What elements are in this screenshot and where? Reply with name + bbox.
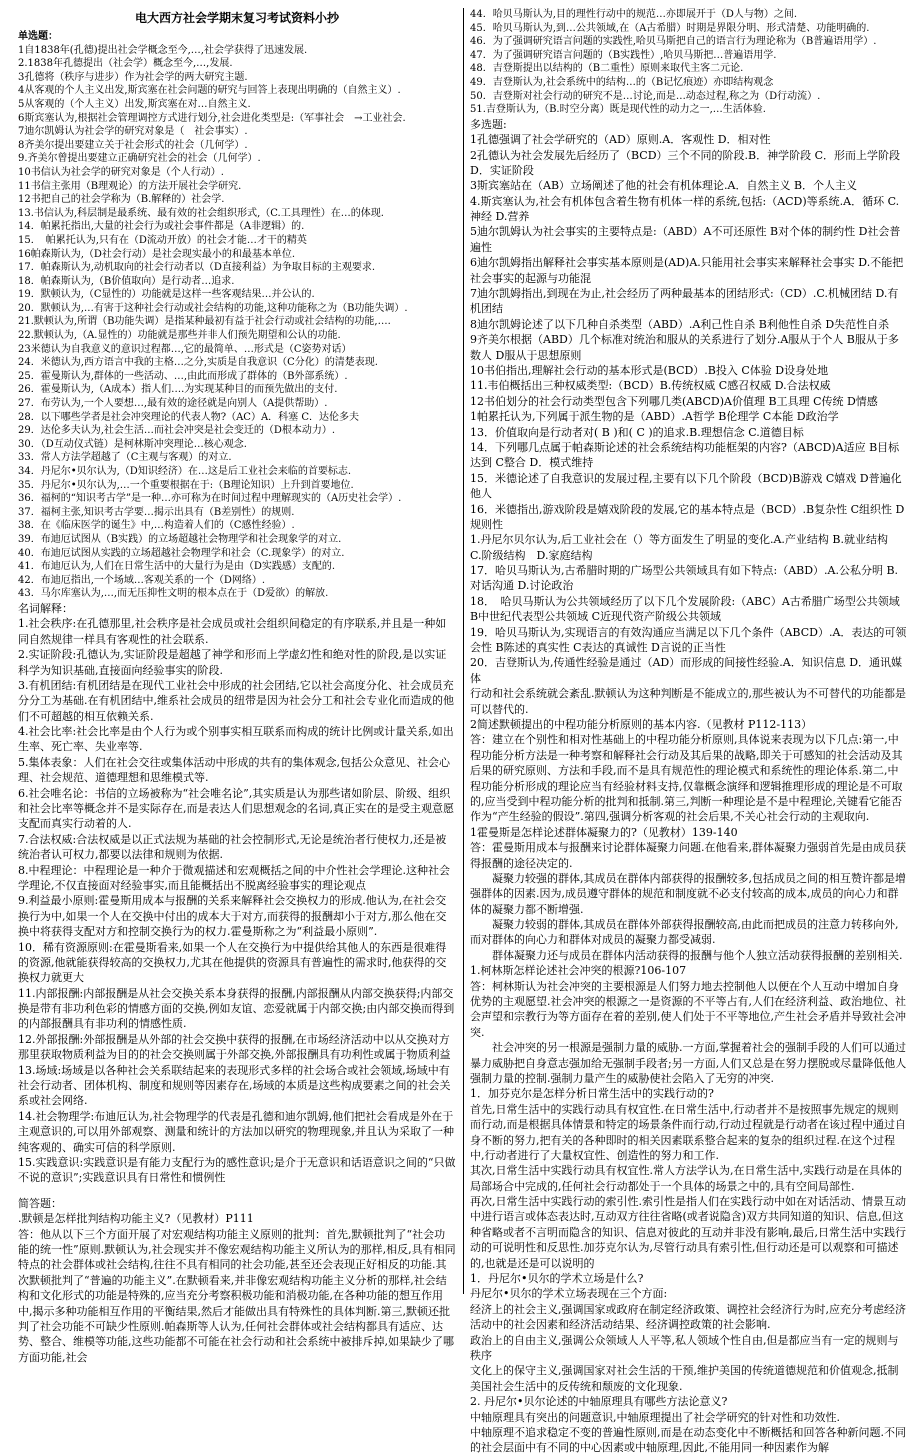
right-paragraph: 文化上的保守主义,强调国家对社会生活的干预,维护美国的传统道德规范和价值观念,抵制美国社会生活中的反传统和颓废的文化现象. [470,1364,899,1393]
right-paragraph: 11.韦伯概括出三种权威类型:（BCD）B.传统权威 C感召权威 D.合法权威 [470,379,831,393]
left-paragraph: 28．以下哪些学者是社会冲突理论的代表人物?（AC）A．科塞 C．达伦多夫 [18,411,360,423]
left-paragraph: 20．默顿认为,…有害于这种社会行动或社会结构的功能,这种功能称之为（B功能失调）. [18,302,408,314]
right-paragraph: 8迪尔凯姆论述了以下几种自杀类型（ABD）.A利己性自杀 B利他性自杀 D失范性自杀 [470,317,890,331]
left-paragraph: 1自1838年(孔德)提出社会学概念至今,…,社会学获得了迅速发展. [18,44,308,56]
right-paragraph: 4.斯宾塞认为,社会有机体包含着生物有机体一样的系统,包括:（ACD)等系统.A．循环 C.神经 D.营养 [470,194,900,224]
left-paragraph: 38．在《临床医学的诞生》中,…构造着人们的（C感性经验）. [18,520,295,532]
left-paragraph: 14.社会物理学:布迪厄认为,社会物理学的代表是孔德和迪尔凯姆,他们把社会看成是外在于主观意识的,可以用外部观察、测量和统计的方法加以研究的物理现象,并且认为采取了一种纯客观的、确实可信的科学原则. [18,1109,454,1154]
right-paragraph: 答：柯林斯认为社会冲突的主要根源是人们努力地去控制他人以便在个人互动中增加自身优势的主观愿望.社会冲突的根源之一是资源的不平等占有,人们在经济利益、政治地位、社会声望和宗教行为等方面存在着的差别,使人们处于不平等地位,产生社会矛盾并导致社会冲突. [470,979,906,1039]
left-paragraph: 41．布迪厄认为,人们在日常生活中的大量行为是由（D实践感）支配的. [18,561,336,573]
right-paragraph: 5迪尔凯姆认为社会事实的主要特点是:（ABD）A不可还原性 B对个体的制约性 D社会普遍性 [470,225,901,254]
left-paragraph: 43．马尔库塞认为,…,而无压抑性文明的根本点在于（D爱欲）的解放. [18,588,329,600]
left-paragraph: 39．布迪厄试图从（B实践）的立场超越社会物理学和社会现象学的对立. [18,533,342,545]
right-paragraph: 44．哈贝马斯认为,目的理性行动中的规范…亦即展开于（D人与物）之间. [470,9,798,20]
right-paragraph: 13．价值取向是行动者对( B )和( C )的追求.B.理想信念 C.道德目标 [470,425,804,439]
left-paragraph: .默顿是怎样批判结构功能主义?（见教材）P111 [18,1212,254,1226]
right-paragraph: 1孔德强调了社会学研究的（AD）原则.A．客观性 D．相对性 [470,133,771,147]
right-paragraph: 2. 丹尼尔•贝尔论述的中轴原理具有哪些方法论意义? [470,1395,728,1409]
right-paragraph: 3斯宾塞站在（AB）立场阐述了他的社会有机体理论.A．自然主义 B．个人主义 [470,179,858,193]
right-paragraph: 多选题: [470,117,507,131]
left-paragraph: 42．布迪厄指出,一个场域…客观关系的一个（D网络）. [18,574,266,586]
left-paragraph: 24．米德认为,西方语言中我的主格…之分,实质是自我意识（C分化）的清楚表现. [18,357,378,369]
right-paragraph: 中轴原理具有突出的问题意识,中轴原理提出了社会学研究的针对性和功效性. [470,1410,840,1424]
left-paragraph: 19．默顿认为,（C显性的）功能就是这样一些客观结果…并公认的. [18,289,315,301]
right-paragraph: 丹尼尔•贝尔的学术立场表现在三个方面: [470,1287,668,1301]
left-paragraph: 5从客观的（个人主义）出发,斯宾塞在对…自然主义. [18,98,251,110]
right-paragraph: 1霍曼斯是怎样论述群体凝聚力的?（见教材）139-140 [470,825,738,839]
left-paragraph: 4从客观的个人主义出发,斯宾塞在社会问题的研究与回答上表现出明确的（自然主义）. [18,85,401,97]
left-paragraph: 6斯宾塞认为,根据社会管理调控方式进行划分,社会进化类型是:（军事社会 →工业社会. [18,112,406,124]
left-paragraph: 5.集体表象：人们在社会交往或集体活动中形成的共有的集体观念,包括公众意见、社会心理、社会规范、道德理想和思维模式等. [18,755,450,785]
left-paragraph [18,1186,456,1196]
right-paragraph: 社会冲突的另一根源是强制力量的威胁.一方面,掌握着社会的强制手段的人们可以通过暴力威胁把自身意志强加给无强制手段者;另一方面,人们又总是在努力摆脱或尽量降低他人强制力量的控制.强制力量产生的威胁使社会陷入了无穷的冲突. [470,1041,907,1085]
left-paragraph: 9.齐美尔曾提出要建立正确研究社会的社会（几何学）. [18,153,261,165]
left-paragraph: 26．霍曼斯认为,（A成本）指人们….为实现某种目的而预先做出的支付. [18,384,338,396]
left-paragraph: 10．稀有资源原则:在霍曼斯看来,如果一个人在交换行为中提供给其他人的东西是很难得的资源,他就能获得较高的交换权力,尤其在他提供的资源具有普遍性的需求时,他获得的交换权力就更大 [18,940,447,985]
right-paragraph: 中轴原理不追求稳定不变的普遍性原则,而是在动态变化中不断概括和回答各种新问题.不同的社会层面中有不同的中心因素或中轴原理,因此,不能用同一种因素作为解 [470,1425,906,1455]
left-paragraph: 3孔德将（秩序与进步）作为社会学的两大研究主题. [18,71,248,83]
left-paragraph: 8齐美尔提出要建立关于社会形式的社会（几何学）. [18,139,248,151]
left-paragraph: 10书信认为社会学的研究对象是（个人行动）. [18,166,224,178]
right-paragraph: 9齐美尔根据（ABD）几个标准对统治和服从的关系进行了划分.A服从于个人 B服从于多数人 D服从于思想原则 [470,333,899,362]
right-paragraph: 群体凝聚力还与成员在群体内活动获得的报酬与他个人独立活动获得报酬的差别相关. [470,948,903,962]
right-paragraph: 15．米德论述了自我意识的发展过程,主要有以下几个阶段（BCD)B游戏 C嬉戏 D普遍化他人 [470,471,902,501]
document-title: 电大西方社会学期末复习考试资料小抄 [134,11,339,25]
left-paragraph: 11书信主张用（B理观论）的方法开展社会学研究. [18,180,242,192]
left-paragraph: 13.书信认为,科层制是最系统、最有效的社会组织形式,（C.工具理性）在…的体现. [18,207,384,219]
right-paragraph: 51.吉登斯认为,（B.时空分离）既是现代性的动力之一,…生活体验. [470,104,766,116]
left-paragraph: 8.中程理论：中程理论是一种介于微观描述和宏观概括之间的中介性社会学理论.这种社会学理论,不仅直接面对经验事实,而且能概括出不脱离经验事实的理论观点 [18,863,450,892]
left-paragraph: 17．帕森斯认为,动机取向的社会行动者以（D直接利益）为争取目标的主观要求. [18,262,376,274]
right-paragraph: 12书伯划分的社会行动类型包含下列哪几类(ABCD)A价值理 B工具理 C传统 D情感 [470,394,878,408]
right-paragraph: 6迪尔凯姆指出解释社会事实基本原则是(AD)A.只能用社会事实来解释社会事实 D.不能把社会事实的起源与功能混 [470,256,904,285]
right-paragraph: 1.丹尼尔贝尔认为,后工业社会在（）等方面发生了明显的变化.A.产业结构 B.就业结构 C.阶级结构 D.家庭结构 [470,533,900,562]
right-paragraph: 50．吉登斯对社会行动的研究不是…讨论,而是…动态过程,称之为（D行动流）. [470,90,821,102]
left-paragraph: 1.社会秩序:在孔德那里,社会秩序是社会成员或社会组织间稳定的有序联系,并且是一种如同自然规律一样具有客观性的社会联系. [18,617,447,646]
right-paragraph: 47．为了强调研究语言问题的（B实践性）,哈贝马斯把…普遍语用学. [470,49,777,61]
right-paragraph: 46．为了强调研究语言问题的实践性,哈贝马斯把自己的语言行为理论称为（B普遍语用学）. [470,36,877,48]
right-paragraph: 答：建立在个别性和相对性基础上的中程功能分析原则,具体说来表现为以下几点:第一,中程功能分析方法是一种考察和解释社会行动及其后果的战略,即关于可感知的社会活动及其后果的研究原则、方法和手段,而不是具有规范性的理论模式和系统性的理论体系.第二,中程功能分析形成的理论应当有经验材料支持,仅靠概念演绎和逻辑推理形成的理论是不可取的,应当受到中程功能分析的批判和抵制.第三,判断一种理论是不是中程理论,关键看它能否作为“产生经验的假设”.第四,强调分析客观的社会后果,不关心社会行动的主观取向. [470,733,903,824]
right-paragraph: 16．米德指出,游戏阶段是嬉戏阶段的发展,它的基本特点是（BCD）.B复杂性 C组织性 D规则性 [470,502,905,531]
left-paragraph: 30．（D互动仪式链）是柯林斯冲突理论…核心观念. [18,438,247,450]
right-paragraph: 1．加芬克尔是怎样分析日常生活中的实践行动的? [470,1087,714,1101]
left-paragraph: 答：他从以下三个方面开展了对宏观结构功能主义原则的批判：首先,默顿批判了“社会功能的统一性”原则.默顿认为,社会现实并不像宏观结构功能主义所认为的那样,相反,具有相同特点的社会群体或社会结构,往往不具有相同的社会功能,甚至还会表现正好相反的功能.其次默顿批判了“普遍的功能主义”.在默顿看来,并非像宏观结构功能主义分析的那样,社会结构和文化形式的功能是特殊的,应当充分考察积极功能和消极功能,在各种功能的想互作用中,揭示多种功能相互作用的平衡结果,然后才能做出具有特殊性的具体判断.第三,默顿还批判了社会功能不可缺少性原则.帕森斯等人认为,任何社会群体或社会结构都具有适应、达势、整合、维模等功能,这些功能都不可能在社会行动和社会系统中被排斥掉,如果缺少了哪方面功能,社会 [18,1227,456,1364]
left-paragraph: 35．丹尼尔•贝尔认为,…一个重要根据在于:（B理论知识）上升到首要地位. [18,479,354,491]
left-paragraph: 25．霍曼斯认为,群体的一些活动、…,由此而形成了群体的（B外部系统）. [18,370,348,382]
left-paragraph: 36．福柯的“知识考古学”是一种…亦可称为在时间过程中理解现实的（A历史社会学）. [18,493,402,505]
right-paragraph: 经济上的社会主义,强调国家或政府在制定经济政策、调控社会经济行为时,应充分考虑经济活动中的社会因素和经济活动结果、经济调控政策的社会影响. [470,1302,906,1332]
right-paragraph: 45．哈贝马斯认为,到…公共领域,在（A古希腊）时期是界限分明、形式清楚、功能明确的. [470,22,870,34]
left-paragraph: 34．丹尼尔•贝尔认为,（D知识经济）在…这是后工业社会来临的首要标志. [18,466,351,477]
right-paragraph: 20．吉登斯认为,传通性经验是通过（AD）而形成的间接性经验.A．知识信息 D．通讯媒体 [470,656,903,685]
right-column [470,8,908,1455]
right-paragraph: 14．下列哪几点属于帕森斯论述的社会系统结构功能框架的内容?（ABCD)A适应 B目标达到 C整合 D．模式维持 [470,440,900,470]
left-column [18,30,456,1364]
left-paragraph: 40．布迪厄试图从实践的立场超越社会物理学和社会（C.现象学）的对立. [18,547,345,559]
left-paragraph: 12.外部报酬:外部报酬是从外部的社会交换中获得的报酬,在市场经济活动中以从交换对方那里获取物质利益为目的的社会交换则属于外部交换,外部报酬具有功利性或属于物质利益 [18,1032,451,1062]
left-paragraph: 单选题： [18,31,58,42]
right-paragraph: 2孔德认为社会发展先后经历了（BCD）三个不同的阶段.B．神学阶段 C．形而上学阶段 D．实证阶段 [470,148,901,177]
right-paragraph: 48．吉登斯提出以结构的（B二重性）原则来取代主客二元论. [470,63,744,75]
left-paragraph: 7迪尔凯姆认为社会学的研究对象是（ 社会事实）. [18,126,248,138]
right-paragraph: 答：霍曼斯用成本与报酬来讨论群体凝聚力问题.在他看来,群体凝聚力强弱首先是由成员获得报酬的途径决定的. [470,841,906,870]
left-paragraph: 9.利益最小原则:霍曼斯用成本与报酬的关系来解释社会交换权力的形成.他认为,在社会交换行为中,如果一个人在交换中付出的成本大于对方,而获得的报酬却小于对方,那么他在交换中将获得支配对方和控制交换行为的权力.霍曼斯称之为“利益最小原则”. [18,894,447,939]
left-paragraph: 15． 帕累托认为,只有在（D流动开放）的社会才能…才干的精英 [18,234,307,246]
left-paragraph: 18．帕森斯认为,（B价值取向）是行动者…追求. [18,275,235,287]
left-paragraph: 37．福柯主张,知识考古学要…揭示出具有（B差别性）的规则. [18,506,295,518]
column-divider [463,8,464,1294]
left-paragraph: 21.默顿认为,所谓（B功能失调）是指某种最初有益于社会行动或社会结构的功能,…. [18,316,391,328]
left-paragraph: 7.合法权威:合法权威是以正式法规为基础的社会控制形式,无论是统治者行使权力,还是被统治者认可权力,都要以法律和规则为依据. [18,832,447,862]
left-paragraph: 23米德认为自我意义的意识过程都…,它的最简单、…形式是（C姿势对话） [18,343,352,355]
right-paragraph: 17．哈贝马斯认为,古希腊时期的广场型公共领域具有如下特点:（ABD）.A.公私分明 B.对话沟通 D.讨论政治 [470,564,899,593]
document-page [18,8,908,1455]
right-paragraph: 49．吉登斯认为,社会系统中的结构…的（B记忆痕迹）亦即结构观念 [470,76,774,88]
right-paragraph: 其次,日常生活中实践行动具有权宜性.常人方法学认为,在日常生活中,实践行动是在具体的局部场合中完成的,任何社会行动都处于一个具体的场景之中的,具有空间局部性. [470,1164,902,1193]
right-paragraph: 凝聚力较强的群体,其成员在群体内部获得的报酬较多,包括成员之间的相互赞许都是增强群体的因素.因为,成员遵守群体的规范和制度就不必支付较高的成本,成员的向心力和群体的凝聚力都不断增强. [470,871,906,916]
left-paragraph: 29．达伦多夫认为,社会生活…而社会冲突是社会变迁的（D根本动力）. [18,425,336,437]
left-paragraph: 2.实证阶段:孔德认为,实证阶段是超越了神学和形而上学虚幻性和绝对性的阶段,是以实证科学为知识基础,直接面向经验事实的阶段. [18,648,447,677]
right-paragraph: 18． 哈贝马斯认为公共领域经历了以下几个发展阶段:（ABC）A古希腊广场型公共领域 B中世纪代表型公共领域 C近现代资产阶级公共领域 [470,594,900,624]
left-paragraph: 27．布劳认为,一个人要想…,最有效的途径就是向别人（A提供帮助）. [18,398,328,410]
right-paragraph: 10书伯指出,理解社会行动的基本形式是(BCD）.B投入 C体验 D设身处地 [470,364,829,377]
right-paragraph: 政治上的自由主义,强调公众领域人人平等,私人领域个性自由,但是都应当有一定的规则与秩序 [470,1333,899,1362]
right-paragraph: 首先,日常生活中的实践行动具有权宜性.在日常生活中,行动者并不是按照事先规定的规则而行动,而是根据具体情景和特定的场景条件而行动,行动过程就是行动者在该过程中通过自身不断的努力,把有关的各种即时的相关因素联系整合起来的复杂的组织过程.在这个过程中,行动者进行了大量权宜性、创造性的努力和工作. [470,1102,906,1162]
left-paragraph: 2.1838年孔德提出（社会学）概念至今,…,发展. [18,58,233,70]
left-paragraph: 12书把自己的社会学称为（B.解释的）社会学. [18,194,225,206]
right-paragraph: 7迪尔凯姆指出,到现在为止,社会经历了两种最基本的团结形式:（CD）.C.机械团结 D.有机团结 [470,287,899,316]
right-paragraph: 1.柯林斯怎样论述社会冲突的根源?106-107 [470,964,687,978]
left-paragraph: 6.社会唯名论：书信的立场被称为“社会唯名论”,其实质是认为那些诸如阶层、阶级、组织和社会比率等概念并不是实际存在,而是表达人们思想观念的名词,真正实在的是受主观意愿支配而真实行动着的人. [18,786,454,831]
right-paragraph: 2简述默顿提出的中程功能分析原则的基本内容.（见教材 P112-113） [470,717,813,731]
left-paragraph: 名词解释： [18,601,73,615]
left-paragraph: 简答题： [18,1196,62,1210]
left-paragraph: 4.社会比率:社会比率是由个人行为或个别事实相互联系而构成的统计比例或计量关系,如出生率、死亡率、失业率等. [18,725,454,754]
left-paragraph: 33．常人方法学超越了（C主观与客观）的对立. [18,452,232,464]
left-paragraph: 14．帕累托指出,大量的社会行为或社会事件都是（A非逻辑）的. [18,221,305,233]
right-paragraph: 19．哈贝马斯认为,实现语言的有效沟通应当满足以下几个条件（ABCD）.A．表达的可领会性 B陈述的真实性 C表达的真诚性 D言说的正当性 [470,625,907,655]
left-paragraph: 16帕森斯认为,（D社会行动）是社会现实最小的和最基本单位. [18,248,296,260]
right-paragraph: 1．丹尼尔•贝尔的学术立场是什么? [470,1272,644,1286]
right-paragraph: 再次,日常生活中实践行动的索引性.索引性是指人们在实践行动中如在对话活动、情景互动中进行语言或体态表达时,互动双方往往省略(或者说隐含)双方共同知道的知识、信息,但这种省略或者不言明而隐含的知识、信息对彼此的互动并非没有影响,最后,日常生活中实践行动的可说明性和反思性.加芬克尔认为,尽管行动具有索引性,但行动还是可以观察和可描述的,也就是还是可以说明的 [470,1195,906,1270]
left-paragraph: 22.默顿认为,（A.显性的）功能就是那些并非人们预先期望和公认的功能. [18,330,341,342]
left-paragraph: 13.场域:场域是以各种社会关系联结起来的表现形式多样的社会场合或社会领域,场域中有社会行动者、团体机构、制度和规则等因素存在,场域的本质是这些构成要素之间的社会关系或社会网络. [18,1063,451,1108]
left-paragraph: 3.有机团结:有机团结是在现代工业社会中形成的社会团结,它以社会高度分化、社会成员充分分工为基础.在有机团结中,维系社会成员的纽带是因为社会分工和社会专业化而造成的他们不可超越的相互依赖关系. [18,678,454,723]
right-paragraph: 1帕累托认为,下列属于派生物的是（ABD）.A哲学 B伦理学 C本能 D政治学 [470,410,839,424]
left-paragraph: 11.内部报酬:内部报酬是从社会交换关系本身获得的报酬,内部报酬从内部交换获得;内部交换是带有非功利色彩的情感方面的交换,例如友谊、恋爱就属于内部交换;由内部交换而得到的内部报酬具有非功利的情感性质. [18,986,455,1031]
left-paragraph: 15.实践意识:实践意识是有能力支配行为的感性意识;是介于无意识和话语意识之间的“只做不说的意识”;实践意识具有日常性和惯例性 [18,1156,456,1185]
right-paragraph: 凝聚力较弱的群体,其成员在群体外部获得报酬较高,由此而把成员的注意力转移向外,而对群体的向心力和群体对成员的凝聚力都受减弱. [470,918,899,947]
right-paragraph: 行动和社会系统就会紊乱.默顿认为这种判断是不能成立的,那些被认为不可替代的功能都是可以替代的. [470,687,906,716]
